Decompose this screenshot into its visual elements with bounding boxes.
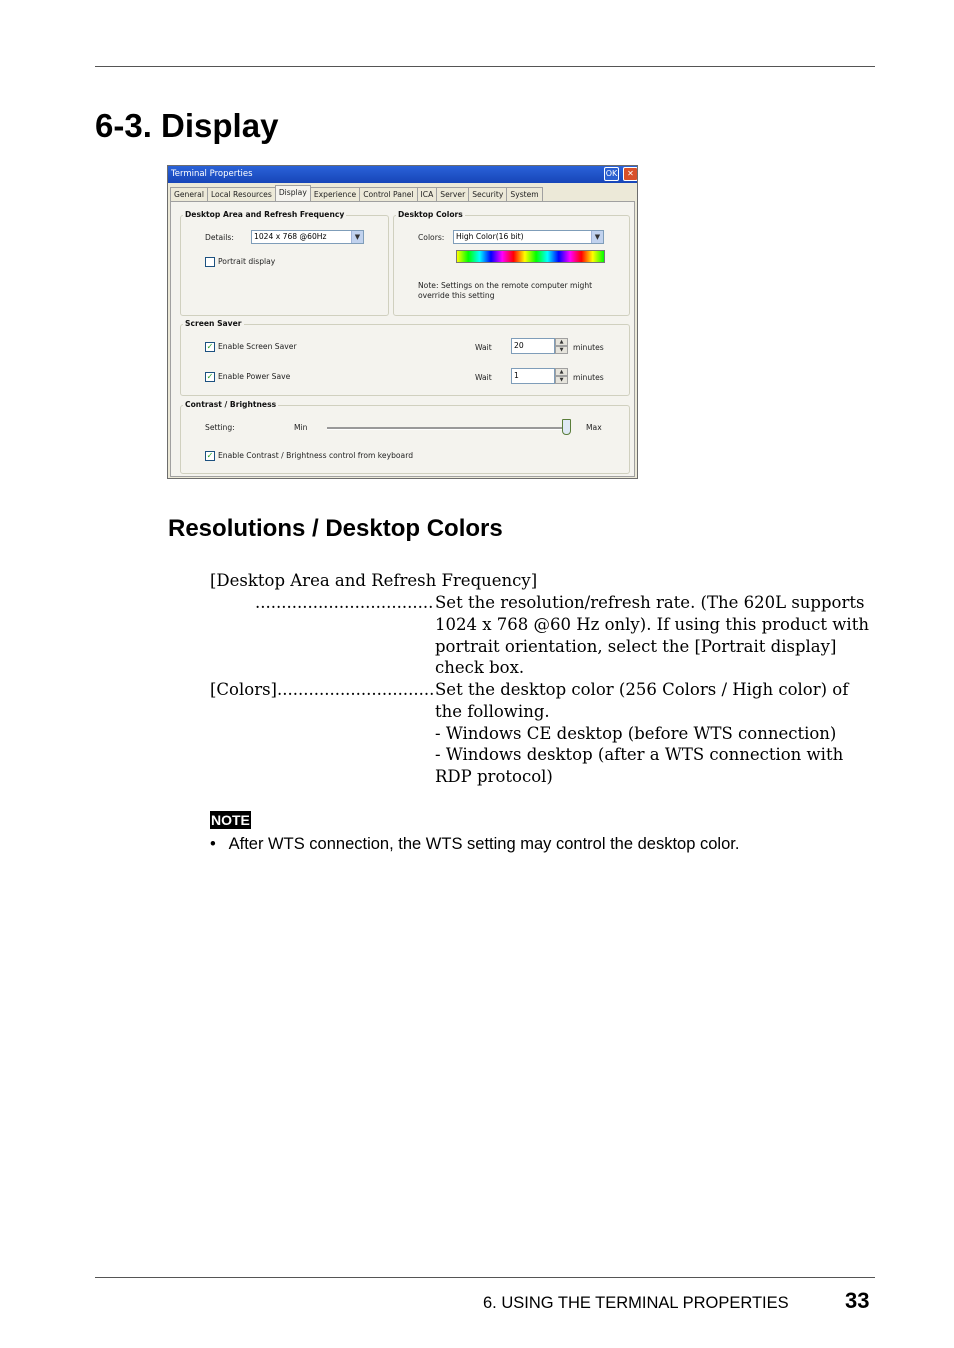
desktop-colors-group xyxy=(393,210,630,316)
term-desktop-area: [Desktop Area and Refresh Frequency] xyxy=(210,571,538,590)
contrast-group xyxy=(180,400,630,474)
term-colors: [Colors].............................. xyxy=(210,680,435,699)
saver-wait-input[interactable]: 20 xyxy=(511,338,555,354)
colors-label: Colors: xyxy=(418,233,445,242)
enable-power-save-label: Enable Power Save xyxy=(218,372,291,381)
tab-security[interactable]: Security xyxy=(468,187,507,201)
desc-colors-main: Set the desktop color (256 Colors / High color) of the following. xyxy=(435,680,849,721)
colors-select-value: High Color(16 bit) xyxy=(456,232,524,241)
spin-down-icon[interactable]: ▼ xyxy=(555,346,568,354)
colors-note-line1: Note: Settings on the remote computer might xyxy=(418,281,593,290)
power-minutes-label: minutes xyxy=(573,373,604,382)
desc-colors-item-windows: - Windows desktop (after a WTS connection with RDP protocol) xyxy=(435,745,844,787)
contrast-group-label: Contrast / Brightness xyxy=(185,400,277,409)
desktop-area-group xyxy=(180,210,389,316)
tab-control-panel[interactable]: Control Panel xyxy=(359,187,417,201)
max-label: Max xyxy=(586,423,602,432)
spin-down-icon[interactable]: ▼ xyxy=(555,376,568,384)
note-item xyxy=(210,834,739,854)
contrast-slider-thumb[interactable] xyxy=(562,419,571,435)
chevron-down-icon[interactable]: ▼ xyxy=(351,231,363,243)
desc-colors-item-ce: - Windows CE desktop (before WTS connection) xyxy=(435,723,837,743)
colors-note-line2: override this setting xyxy=(418,291,495,300)
details-label: Details: xyxy=(205,233,234,242)
power-wait-input[interactable]: 1 xyxy=(511,368,555,384)
desc-colors xyxy=(435,679,880,788)
saver-wait-stepper[interactable] xyxy=(511,338,568,354)
chevron-down-icon[interactable]: ▼ xyxy=(591,231,603,243)
bottom-rule xyxy=(95,1277,875,1278)
window-titlebar xyxy=(168,166,637,183)
page-number: 33 xyxy=(845,1288,870,1313)
terminal-properties-window xyxy=(167,165,638,479)
details-select-value: 1024 x 768 @60Hz xyxy=(254,232,327,241)
tab-ica[interactable]: ICA xyxy=(417,187,438,201)
power-wait-stepper[interactable] xyxy=(511,368,568,384)
spin-up-icon[interactable]: ▲ xyxy=(555,368,568,376)
desc-desktop-area: Set the resolution/refresh rate. (The 620L supports 1024 x 768 @60 Hz only). If using this product with portrait orientation, select the [Portrait display] check box. xyxy=(435,593,869,678)
setting-label: Setting: xyxy=(205,423,235,432)
contrast-slider-track[interactable] xyxy=(327,427,571,430)
power-wait-label: Wait xyxy=(475,373,492,382)
enable-screen-saver-label: Enable Screen Saver xyxy=(218,342,297,351)
keyboard-contrast-label: Enable Contrast / Brightness control from keyboard xyxy=(218,451,414,460)
window-title: Terminal Properties xyxy=(171,169,253,179)
desktop-colors-group-label: Desktop Colors xyxy=(398,210,463,219)
color-preview-bar xyxy=(456,250,605,263)
min-label: Min xyxy=(294,423,308,432)
tab-system[interactable]: System xyxy=(506,187,542,201)
portrait-display-checkbox[interactable] xyxy=(205,257,215,267)
saver-wait-label: Wait xyxy=(475,343,492,352)
tab-general[interactable]: General xyxy=(170,187,208,201)
display-tab-panel xyxy=(170,201,635,477)
keyboard-contrast-checkbox[interactable]: ✓ xyxy=(206,451,214,460)
enable-screen-saver-checkbox[interactable]: ✓ xyxy=(206,342,214,351)
saver-minutes-label: minutes xyxy=(573,343,604,352)
term-leader-dots: .................................. xyxy=(255,593,434,612)
tab-local-resources[interactable]: Local Resources xyxy=(207,187,276,201)
page-title: 6-3. Display xyxy=(95,107,279,144)
footer-chapter: 6. USING THE TERMINAL PROPERTIES xyxy=(483,1294,789,1312)
desktop-area-group-label: Desktop Area and Refresh Frequency xyxy=(185,210,345,219)
note-text: After WTS connection, the WTS setting may control the desktop color. xyxy=(228,835,740,853)
tab-experience[interactable]: Experience xyxy=(310,187,360,201)
note-badge: NOTE xyxy=(211,812,250,828)
bullet-icon: • xyxy=(210,835,216,853)
screen-saver-group-label: Screen Saver xyxy=(185,319,242,328)
ok-button[interactable]: OK xyxy=(604,167,619,181)
tab-display[interactable]: Display xyxy=(275,185,311,201)
tab-server[interactable]: Server xyxy=(436,187,469,201)
spin-up-icon[interactable]: ▲ xyxy=(555,338,568,346)
portrait-display-label: Portrait display xyxy=(218,257,276,266)
tab-strip xyxy=(170,187,542,201)
enable-power-save-checkbox[interactable]: ✓ xyxy=(206,372,214,381)
colors-select[interactable] xyxy=(453,230,604,244)
screen-saver-group xyxy=(180,319,630,396)
details-select[interactable] xyxy=(251,230,364,244)
top-rule xyxy=(95,66,875,67)
close-icon[interactable]: ✕ xyxy=(623,167,638,181)
section-heading: Resolutions / Desktop Colors xyxy=(168,515,503,542)
